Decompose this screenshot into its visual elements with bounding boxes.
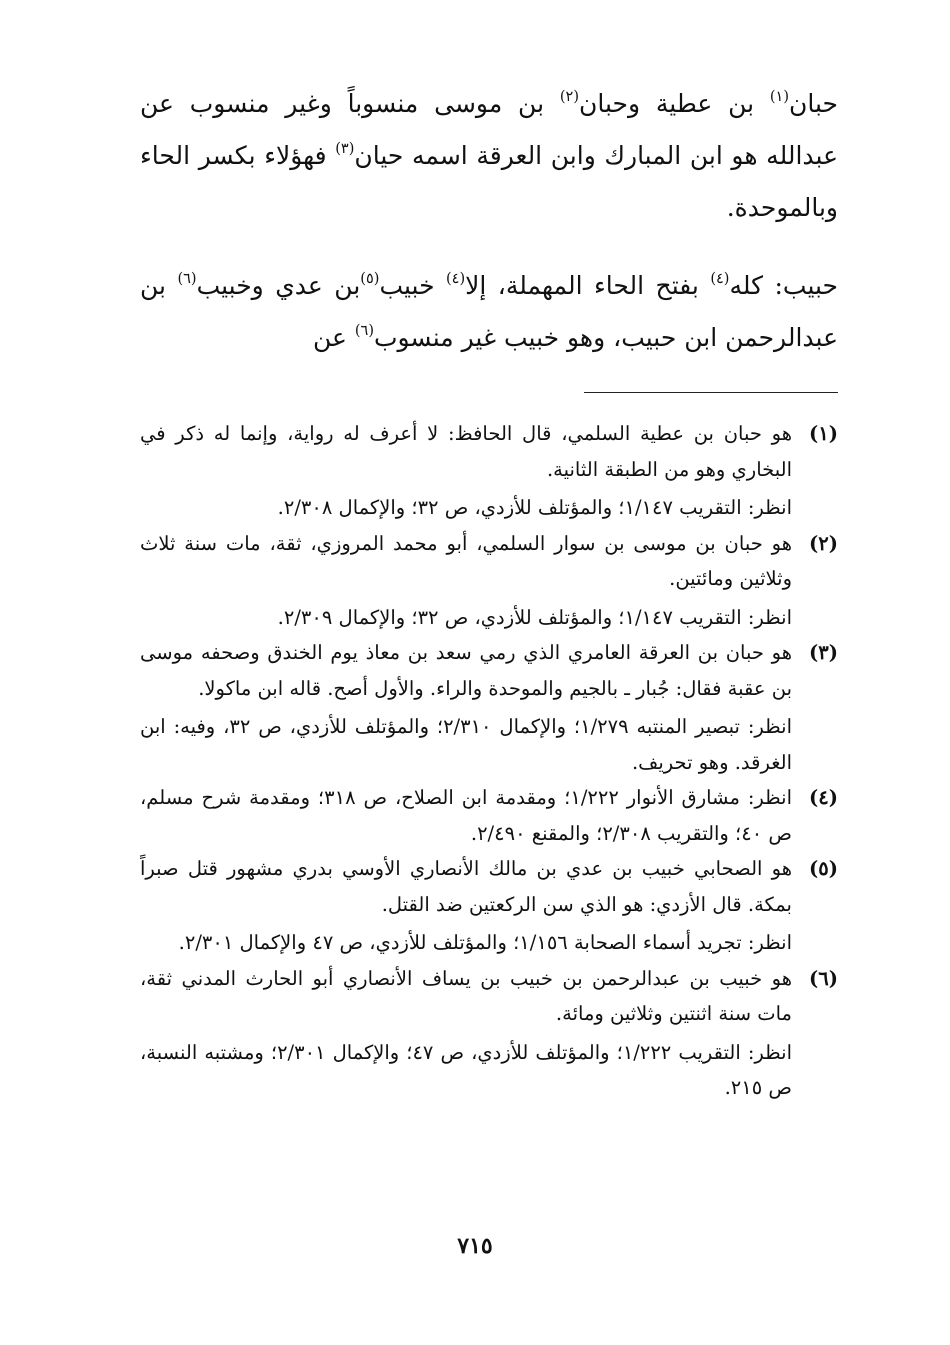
text-run: حبان [789, 89, 838, 118]
footnote-ref[interactable]: (٣) [335, 141, 355, 158]
text-run: بن موسى منسوباً وغير منسوب عن عبدالله هو ابن المبارك وابن العرقة اسمه حيان [140, 89, 838, 170]
footnote-ref[interactable]: (٦) [354, 323, 374, 340]
text-run: حبيب: كله [729, 271, 839, 300]
text-run: خبيب [379, 271, 446, 300]
footnote-text: هو حبان بن عطية السلمي، قال الحافظ: لا أعرف له رواية، وإنما له ذكر في البخاري وهو من الطبقة الثانية. [140, 422, 792, 481]
footnote-text: هو حبان بن موسى بن سوار السلمي، أبو محمد المروزي، ثقة، مات سنة ثلاث وثلاثين ومائتين. [140, 531, 792, 590]
footnote-3 [140, 635, 838, 780]
text-run: بفتح الحاء المهملة، إلا [465, 271, 711, 300]
text-run: بن عدي وخبيب [196, 271, 361, 300]
footnote-ref[interactable]: (١) [769, 89, 790, 106]
paragraph-habib [140, 260, 838, 364]
footnote-1 [140, 416, 838, 526]
footnote-ref[interactable]: (٤) [446, 271, 466, 288]
footnote-number: (١) [809, 422, 838, 445]
footnote-ref[interactable]: (٥) [360, 271, 380, 288]
footnote-reference: انظر: تبصير المنتبه ١/٢٧٩؛ والإكمال ٢/٣١٠؛ والمؤتلف للأزدي، ص ٣٢، وفيه: ابن الغرقد. وهو تحريف. [140, 715, 792, 774]
footnote-ref[interactable]: (٦) [177, 271, 197, 288]
page-number: ٧١٥ [457, 1233, 493, 1259]
footnote-body [140, 416, 792, 526]
footnote-body [140, 635, 792, 780]
footnote-body [140, 526, 792, 636]
footnote-number: (٢) [809, 531, 838, 555]
footnote-body [140, 780, 792, 851]
text-run: فهؤلاء بكسر الحاء وبالموحدة. [140, 141, 838, 222]
footnote-text: هو حبان بن العرقة العامري الذي رمي سعد بن معاذ يوم الخندق وصحفه موسى بن عقبة فقال: جُبار ـ بالجيم والموحدة والراء. والأول أصح. قاله ابن ماكولا. [140, 641, 792, 700]
footnote-number: (٦) [809, 966, 838, 990]
text-run: بن عطية وحبان [579, 89, 770, 118]
footnote-text: هو الصحابي خبيب بن عدي بن مالك الأنصاري الأوسي بدري مشهور قتل صبراً بمكة. قال الأزدي: هو الذي سن الركعتين ضد القتل. [140, 857, 792, 916]
text-run: عن [312, 323, 355, 352]
footnote-ref[interactable]: (٤) [710, 271, 730, 288]
footnote-number: (٥) [809, 857, 838, 880]
footnotes [140, 416, 838, 1106]
text-run: بن عبدالرحمن ابن حبيب، وهو خبيب غير منسوب [140, 271, 838, 352]
paragraph-hibban [140, 78, 838, 234]
footnote-reference: انظر: مشارق الأنوار ١/٢٢٢؛ ومقدمة ابن الصلاح، ص ٣١٨؛ ومقدمة شرح مسلم، ص ٤٠؛ والتقريب ٢/٣٠٨؛ والمقنع ٢/٤٩٠. [140, 786, 792, 845]
footnote-separator [584, 392, 838, 393]
footnote-reference: انظر: التقريب ١/١٤٧؛ والمؤتلف للأزدي، ص ٣٢؛ والإكمال ٢/٣٠٩. [277, 605, 792, 629]
footnote-4 [140, 780, 838, 851]
footnote-text: هو خبيب بن عبدالرحمن بن خبيب بن يساف الأنصاري أبو الحارث المدني ثقة، مات سنة اثنتين وثلاثين ومائة. [140, 966, 792, 1025]
footnote-body [140, 961, 792, 1106]
footnote-number: (٤) [809, 786, 838, 809]
footnote-number: (٣) [809, 641, 838, 664]
main-text [140, 78, 838, 364]
footnote-reference: انظر: تجريد أسماء الصحابة ١/١٥٦؛ والمؤتلف للأزدي، ص ٤٧ والإكمال ٢/٣٠١. [178, 931, 792, 954]
footnote-ref[interactable]: (٢) [559, 89, 579, 106]
footnote-body [140, 851, 792, 961]
footnote-reference: انظر: التقريب ١/٢٢٢؛ والمؤتلف للأزدي، ص ٤٧؛ والإكمال ٢/٣٠١؛ ومشتبه النسبة، ص ٢١٥. [140, 1040, 792, 1099]
footnote-reference: انظر: التقريب ١/١٤٧؛ والمؤتلف للأزدي، ص ٣٢؛ والإكمال ٢/٣٠٨. [277, 496, 792, 519]
footnote-6 [140, 961, 838, 1106]
footnote-2 [140, 526, 838, 636]
footnote-5 [140, 851, 838, 961]
